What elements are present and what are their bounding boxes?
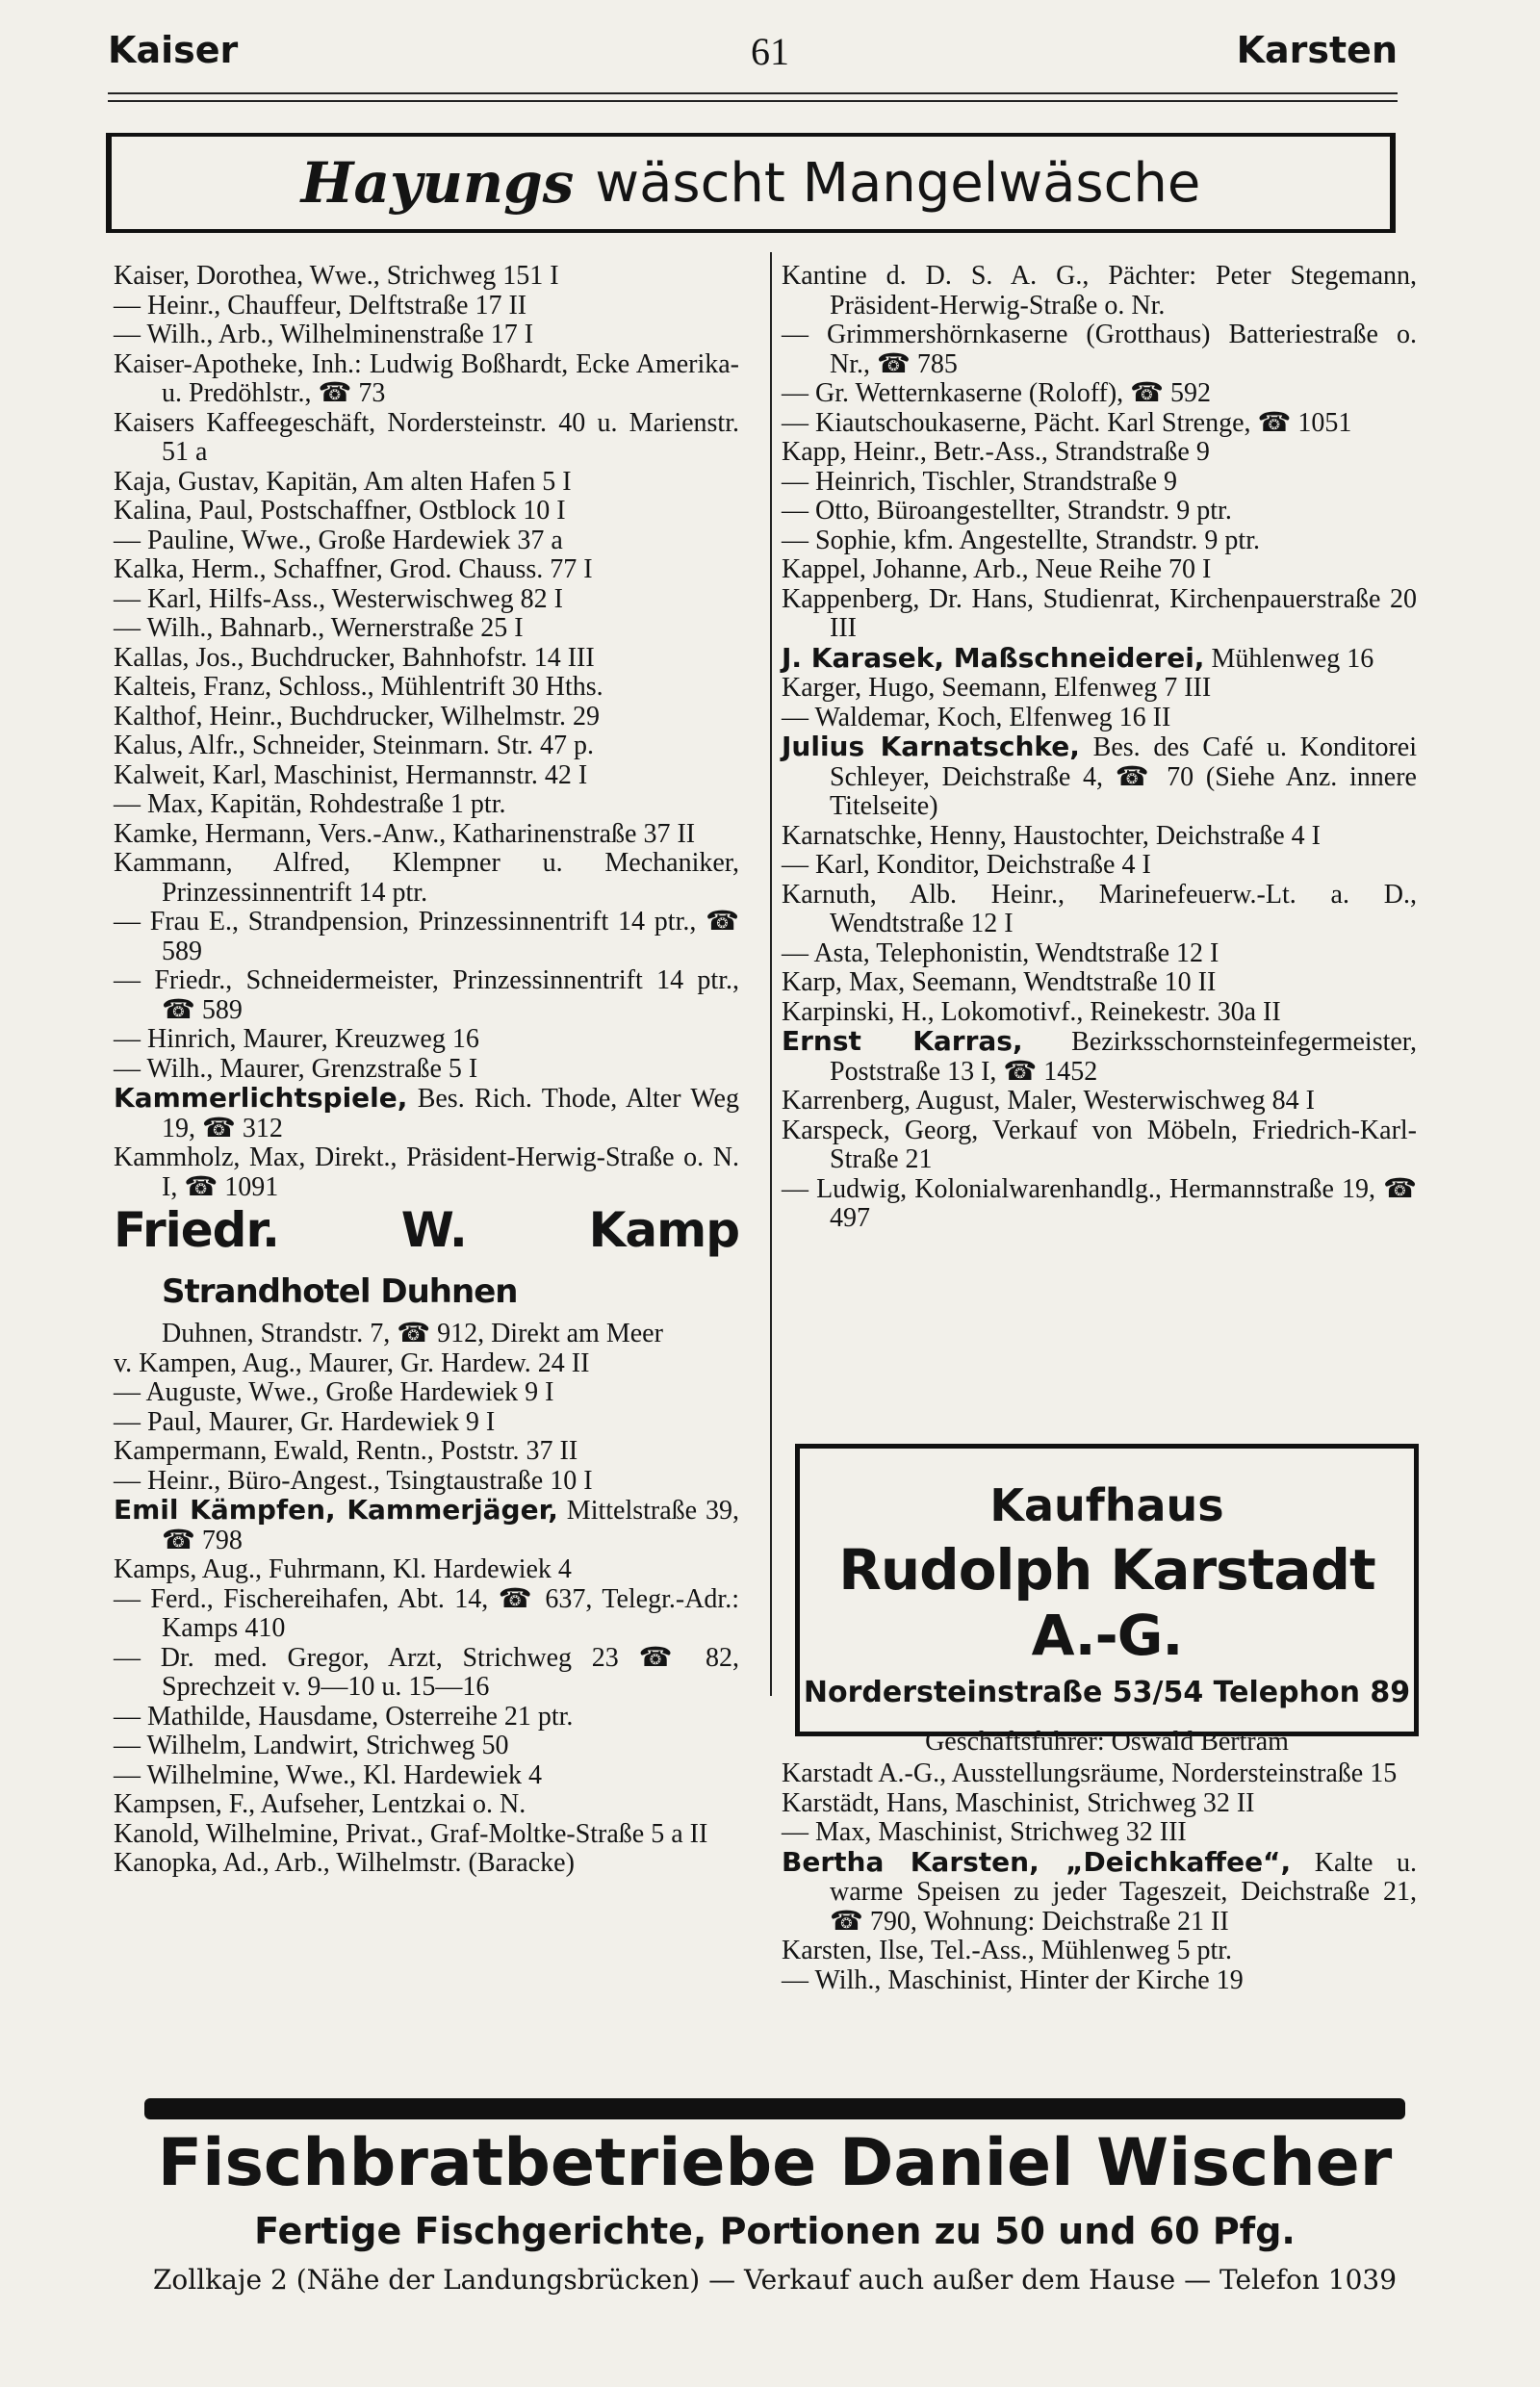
entry-text: — Max, Kapitän, Rohdestraße 1 ptr. xyxy=(114,789,506,819)
directory-entry xyxy=(114,526,739,556)
kaufhaus-title: Kaufhaus xyxy=(989,1479,1224,1531)
entry-text: — Ferd., Fischereihafen, Abt. 14, ☎ 637, Telegr.-Adr.: Kamps 410 xyxy=(114,1583,739,1643)
bottom-ad-contact: Zollkaje 2 (Nähe der Landungsbrücken) — Verkauf auch außer dem Hause — Telefon 1039 xyxy=(152,2264,1398,2296)
column-divider xyxy=(770,252,772,1696)
directory-entry xyxy=(114,761,739,791)
kaufhaus-name: Rudolph Karstadt A.-G. xyxy=(838,1537,1375,1668)
directory-entry xyxy=(782,704,1417,733)
directory-entry xyxy=(114,1555,739,1585)
directory-entry xyxy=(782,497,1417,526)
entry-text: — Auguste, Wwe., Große Hardewiek 9 I xyxy=(114,1377,554,1407)
kaufhaus-advertisement xyxy=(795,1444,1419,1757)
directory-entry xyxy=(114,644,739,674)
right-column xyxy=(782,262,1417,1234)
directory-entry xyxy=(114,1055,739,1085)
directory-entry xyxy=(782,526,1417,556)
entry-display-subname: Strandhotel Duhnen xyxy=(162,1272,518,1311)
directory-entry xyxy=(782,1175,1417,1234)
entry-text: Kalweit, Karl, Maschinist, Hermannstr. 42 I xyxy=(114,759,588,790)
entry-text: — Dr. med. Gregor, Arzt, Strichweg 23 ☎ 82, Sprechzeit v. 9—10 u. 15—16 xyxy=(114,1642,739,1702)
entry-text: — Pauline, Wwe., Große Hardewiek 37 a xyxy=(114,525,563,555)
entry-text: — Grimmershörnkaserne (Grotthaus) Batteriestraße o. Nr., ☎ 785 xyxy=(782,320,1417,379)
entry-text: — Heinr., Büro-Angest., Tsingtaustraße 10 I xyxy=(114,1465,593,1496)
page-number: 61 xyxy=(751,30,789,73)
directory-entry xyxy=(782,585,1417,644)
directory-entry xyxy=(782,851,1417,881)
directory-entry xyxy=(782,1845,1418,1938)
directory-entry xyxy=(782,674,1417,704)
directory-entry xyxy=(114,820,739,850)
entry-text: Bes. des Café u. Konditorei Schleyer, Deichstraße 4, ☎ 70 (Siehe Anz. innere Titelseite) xyxy=(830,732,1417,821)
directory-entry xyxy=(114,1849,739,1879)
entry-text: Kappenberg, Dr. Hans, Studienrat, Kirchenpauerstraße 20 III xyxy=(782,583,1417,643)
entry-text: Karspeck, Georg, Verkauf von Möbeln, Friedrich-Karl-Straße 21 xyxy=(782,1115,1417,1174)
entry-text: Kammholz, Max, Direkt., Präsident-Herwig-Straße o. N. I, ☎ 1091 xyxy=(114,1142,739,1202)
entry-text: Kallas, Jos., Buchdrucker, Bahnhofstr. 14 III xyxy=(114,642,595,673)
entry-text: Karstadt A.-G., Ausstellungsräume, Nordersteinstraße 15 xyxy=(782,1758,1398,1788)
directory-entry xyxy=(782,262,1417,321)
directory-entry xyxy=(114,1437,739,1467)
entry-text: — Wilh., Maurer, Grenzstraße 5 I xyxy=(114,1053,478,1084)
directory-entry xyxy=(114,1349,739,1379)
directory-entry xyxy=(114,614,739,644)
directory-entry xyxy=(114,1408,739,1438)
directory-entry xyxy=(114,790,739,820)
directory-entry xyxy=(782,998,1417,1028)
directory-entry xyxy=(114,1820,739,1850)
directory-entry xyxy=(114,409,739,468)
entry-text: Kammann, Alfred, Klempner u. Mechaniker, Prinzessinnentrift 14 ptr. xyxy=(114,848,739,908)
entry-bold-name: Kammerlichtspiele, xyxy=(114,1082,408,1114)
directory-entry xyxy=(782,1759,1417,1789)
directory-entry xyxy=(782,939,1417,969)
entry-text: Karnuth, Alb. Heinr., Marinefeuerw.-Lt. a. D., Wendtstraße 12 I xyxy=(782,879,1417,938)
entry-text: — Wilhelmine, Wwe., Kl. Hardewiek 4 xyxy=(114,1759,542,1790)
directory-entry xyxy=(114,350,739,409)
directory-entry xyxy=(782,641,1417,675)
directory-entry xyxy=(782,468,1417,498)
directory-entry xyxy=(114,321,739,350)
entry-text: Kaiser, Dorothea, Wwe., Strichweg 151 I xyxy=(114,261,559,291)
entry-text: Kampsen, F., Aufseher, Lentzkai o. N. xyxy=(114,1789,526,1819)
directory-entry xyxy=(114,1025,739,1055)
entry-text: — Wilhelm, Landwirt, Strichweg 50 xyxy=(114,1731,509,1760)
directory-entry xyxy=(114,1143,739,1202)
entry-text: Mühlenweg 16 xyxy=(1204,643,1374,674)
directory-entry xyxy=(782,732,1417,822)
entry-text: — Heinrich, Tischler, Strandstraße 9 xyxy=(782,466,1178,497)
entry-text: Karpinski, H., Lokomotivf., Reinekestr. 30a II xyxy=(782,996,1281,1027)
entry-text: Kanopka, Ad., Arb., Wilhelmstr. (Baracke) xyxy=(114,1848,575,1878)
entry-text: Kaiser-Apotheke, Inh.: Ludwig Boßhardt, Ecke Amerika- u. Predöhlstr., ☎ 73 xyxy=(114,348,739,408)
bottom-ad-bar xyxy=(144,2098,1405,2119)
directory-entry xyxy=(114,1084,739,1143)
entry-text: — Otto, Büroangestellter, Strandstr. 9 ptr. xyxy=(782,496,1232,526)
directory-entry xyxy=(114,1644,739,1703)
directory-entry xyxy=(782,968,1417,998)
kaufhaus-manager: Geschäftsführer: Oswald Bertram xyxy=(925,1727,1289,1757)
entry-text: — Max, Maschinist, Strichweg 32 III xyxy=(782,1817,1187,1847)
bottom-ad-subtitle: Fertige Fischgerichte, Portionen zu 50 und 60 Pfg. xyxy=(254,2210,1296,2252)
entry-text: — Karl, Konditor, Deichstraße 4 I xyxy=(782,850,1151,880)
entry-text: — Sophie, kfm. Angestellte, Strandstr. 9 ptr. xyxy=(782,525,1260,555)
entry-text: Kamke, Hermann, Vers.-Anw., Katharinenstraße 37 II xyxy=(114,818,696,849)
directory-entry xyxy=(114,1761,739,1791)
entry-text: Kalus, Alfr., Schneider, Steinmarn. Str. 47 p. xyxy=(114,731,594,760)
directory-entry xyxy=(114,1585,739,1644)
directory-entry xyxy=(782,438,1417,468)
top-ad-brand: Hayungs xyxy=(300,150,575,216)
directory-entry xyxy=(114,1732,739,1761)
entry-text: Kapp, Heinr., Betr.-Ass., Strandstraße 9 xyxy=(782,437,1210,467)
entry-bold-name: J. Karasek, Maßschneiderei, xyxy=(782,641,1205,674)
directory-entry xyxy=(114,1378,739,1408)
directory-entry xyxy=(782,1027,1417,1087)
header-right-keyword: Karsten xyxy=(1236,29,1398,71)
entry-text: Duhnen, Strandstr. 7, ☎ 912, Direkt am Meer xyxy=(162,1319,663,1348)
directory-entry xyxy=(114,1496,739,1555)
header-left-keyword: Kaiser xyxy=(108,29,239,71)
entry-text: Karp, Max, Seemann, Wendtstraße 10 II xyxy=(782,967,1217,997)
entry-bold-name: Emil Kämpfen, Kammerjäger, xyxy=(114,1494,558,1526)
entry-text: — Heinr., Chauffeur, Delftstraße 17 II xyxy=(114,290,527,321)
entry-text: Kanold, Wilhelmine, Privat., Graf-Moltke-Straße 5 a II xyxy=(114,1818,708,1849)
header-rule-2 xyxy=(108,100,1398,102)
entry-text: Karger, Hugo, Seemann, Elfenweg 7 III xyxy=(782,673,1212,703)
entry-text: Kalina, Paul, Postschaffner, Ostblock 10 I xyxy=(114,496,566,526)
directory-entry xyxy=(114,1202,739,1349)
directory-entry xyxy=(782,881,1417,939)
entry-bold-name: Bertha Karsten, „Deichkaffee“, xyxy=(782,1845,1292,1878)
entry-text: Bes. Rich. Thode, Alter Weg 19, ☎ 312 xyxy=(162,1084,739,1143)
directory-entry xyxy=(114,1467,739,1497)
entry-text: — Wilh., Maschinist, Hinter der Kirche 19 xyxy=(782,1964,1244,1995)
header-rule xyxy=(108,92,1398,94)
directory-entry xyxy=(782,1789,1417,1819)
entry-text: — Wilh., Bahnarb., Wernerstraße 25 I xyxy=(114,613,524,643)
entry-text: Karrenberg, August, Maler, Westerwischweg 84 I xyxy=(782,1086,1315,1116)
entry-bold-name: Ernst Karras, xyxy=(782,1025,1023,1057)
directory-entry xyxy=(114,908,739,966)
entry-text: — Kiautschoukaserne, Pächt. Karl Strenge, ☎ 1051 xyxy=(782,407,1352,438)
entry-text: Kamps, Aug., Fuhrmann, Kl. Hardewiek 4 xyxy=(114,1554,572,1584)
entry-text: — Friedr., Schneidermeister, Prinzessinnentrift 14 ptr., ☎ 589 xyxy=(114,965,739,1025)
entry-text: — Mathilde, Hausdame, Osterreihe 21 ptr. xyxy=(114,1701,574,1732)
entry-bold-name: Julius Karnatschke, xyxy=(782,731,1080,762)
right-column-continued xyxy=(782,1759,1417,1995)
entry-text: — Frau E., Strandpension, Prinzessinnentrift 14 ptr., ☎ 589 xyxy=(114,907,739,966)
entry-text: Kalthof, Heinr., Buchdrucker, Wilhelmstr. 29 xyxy=(114,701,601,732)
entry-display-name: Friedr. W. Kamp Strandhotel Duhnen xyxy=(114,1202,739,1311)
entry-text: v. Kampen, Aug., Maurer, Gr. Hardew. 24 II xyxy=(114,1348,590,1378)
directory-entry xyxy=(114,262,739,292)
entry-text: — Wilh., Arb., Wilhelminenstraße 17 I xyxy=(114,320,534,349)
directory-entry xyxy=(114,1790,739,1820)
kaufhaus-address: Nordersteinstraße 53/54 Telephon 89 xyxy=(803,1676,1411,1709)
entry-text: Kalka, Herm., Schaffner, Grod. Chauss. 77 I xyxy=(114,554,593,584)
directory-entry xyxy=(782,1087,1417,1116)
directory-entry xyxy=(782,1116,1417,1175)
entry-text: — Waldemar, Koch, Elfenweg 16 II xyxy=(782,702,1171,732)
directory-entry xyxy=(114,732,739,761)
directory-entry xyxy=(782,321,1417,379)
entry-text: Bezirksschornsteinfegermeister, Poststraße 13 I, ☎ 1452 xyxy=(830,1027,1417,1087)
directory-entry xyxy=(114,1703,739,1732)
directory-entry xyxy=(782,1818,1417,1848)
entry-text: Karsten, Ilse, Tel.-Ass., Mühlenweg 5 ptr. xyxy=(782,1936,1233,1965)
directory-entry xyxy=(782,379,1417,409)
directory-entry xyxy=(114,497,739,526)
entry-text: — Asta, Telephonistin, Wendtstraße 12 I xyxy=(782,937,1219,968)
entry-text: Kaisers Kaffeegeschäft, Nordersteinstr. 40 u. Marienstr. 51 a xyxy=(114,407,739,467)
top-ad-slogan: wäscht Mangelwäsche xyxy=(595,151,1201,215)
directory-entry xyxy=(782,555,1417,585)
entry-text: Kappel, Johanne, Arb., Neue Reihe 70 I xyxy=(782,554,1212,584)
entry-text: — Karl, Hilfs-Ass., Westerwischweg 82 I xyxy=(114,583,563,614)
entry-text: Mittelstraße 39, ☎ 798 xyxy=(162,1496,739,1555)
directory-entry xyxy=(114,555,739,585)
directory-entry xyxy=(782,409,1417,439)
entry-text: Karstädt, Hans, Maschinist, Strichweg 32 II xyxy=(782,1787,1255,1818)
directory-entry xyxy=(114,673,739,703)
entry-text: Kalteis, Franz, Schloss., Mühlentrift 30 Hths. xyxy=(114,672,603,702)
entry-text: Kantine d. D. S. A. G., Pächter: Peter Stegemann, Präsident-Herwig-Straße o. Nr. xyxy=(782,261,1417,321)
entry-text: Karnatschke, Henny, Haustochter, Deichstraße 4 I xyxy=(782,820,1321,851)
left-column xyxy=(114,262,739,1879)
entry-text: — Ludwig, Kolonialwarenhandlg., Hermannstraße 19, ☎ 497 xyxy=(782,1173,1417,1233)
directory-entry xyxy=(782,1966,1417,1996)
directory-entry xyxy=(114,585,739,615)
directory-entry xyxy=(782,822,1417,852)
entry-text: Kalte u. warme Speisen zu jeder Tageszeit, Deichstraße 21, ☎ 790, Wohnung: Deichstraße 21 II xyxy=(830,1847,1418,1937)
directory-entry xyxy=(782,1937,1417,1966)
entry-text: Kaja, Gustav, Kapitän, Am alten Hafen 5 I xyxy=(114,466,572,497)
directory-entry xyxy=(114,966,739,1025)
entry-text: — Hinrich, Maurer, Kreuzweg 16 xyxy=(114,1024,479,1054)
entry-text: Kampermann, Ewald, Rentn., Poststr. 37 II xyxy=(114,1436,578,1466)
directory-entry xyxy=(114,703,739,732)
top-advertisement xyxy=(106,133,1396,233)
entry-text: — Gr. Wetternkaserne (Roloff), ☎ 592 xyxy=(782,378,1212,408)
entry-text: — Paul, Maurer, Gr. Hardewiek 9 I xyxy=(114,1406,496,1437)
directory-entry xyxy=(114,468,739,498)
directory-entry xyxy=(114,292,739,321)
top-ad-text xyxy=(112,137,1390,229)
directory-entry xyxy=(114,849,739,908)
bottom-ad-title: Fischbratbetriebe Daniel Wischer xyxy=(157,2125,1393,2201)
